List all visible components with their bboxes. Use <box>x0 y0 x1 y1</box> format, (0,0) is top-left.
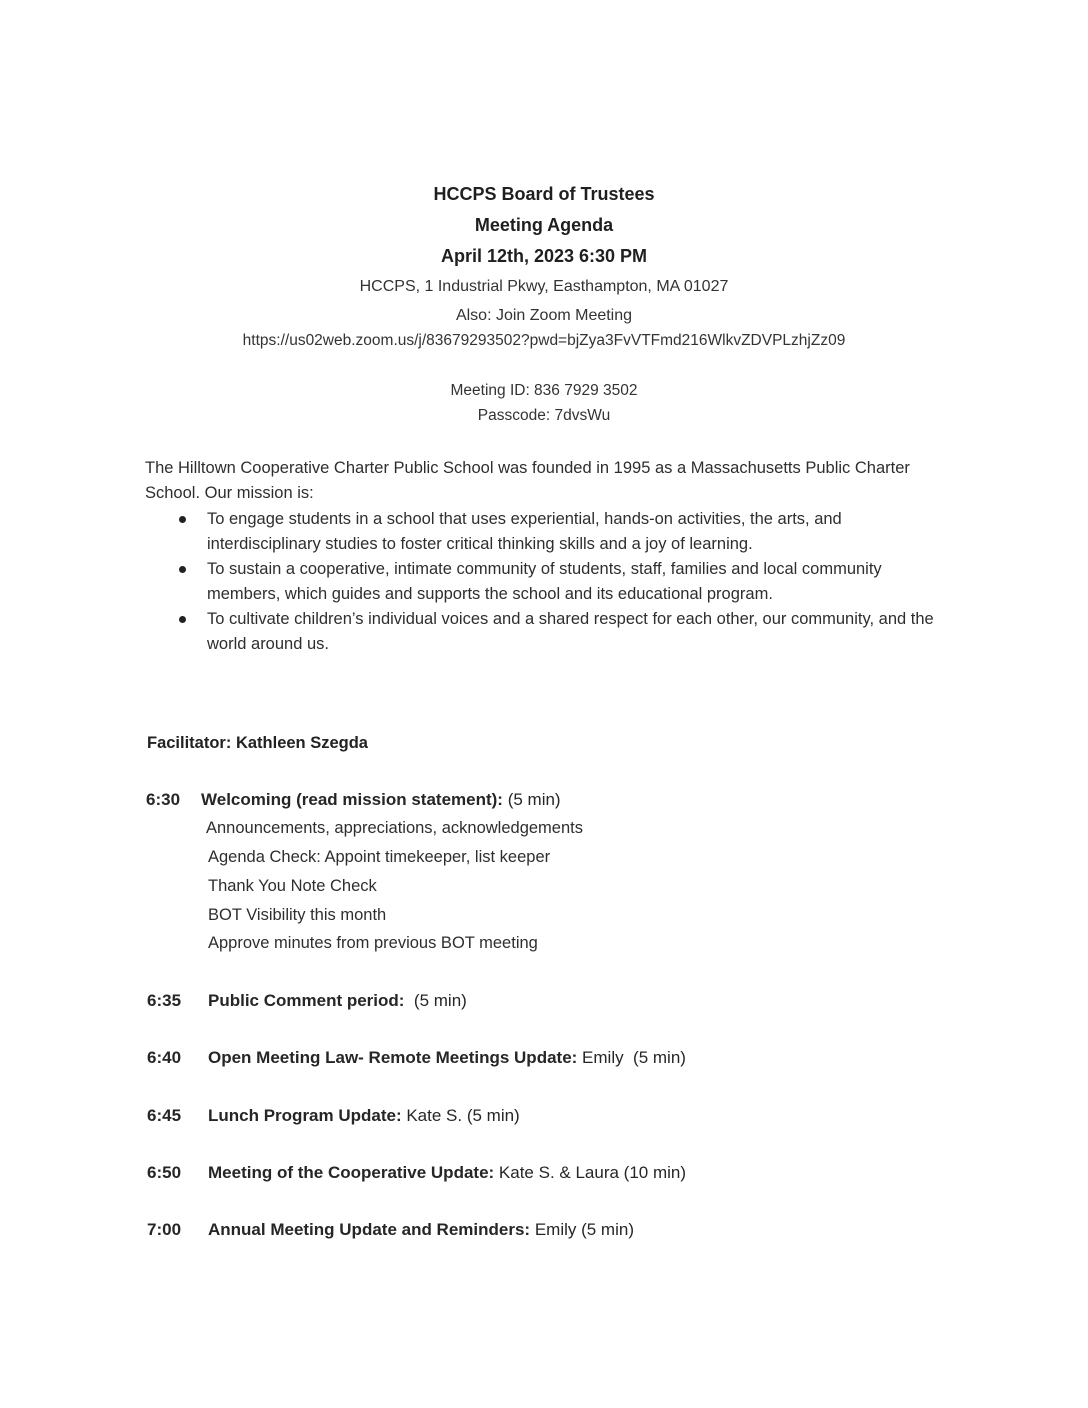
meeting-passcode: Passcode: 7dvsWu <box>477 407 611 424</box>
agenda-heading: Public Comment period: <box>208 991 405 1010</box>
bullet-icon <box>179 516 186 523</box>
agenda-time: 6:40 <box>147 1048 182 1067</box>
agenda-detail: Emily (5 min) <box>530 1220 634 1239</box>
facilitator-name: Kathleen Szegda <box>235 734 368 752</box>
agenda-heading: Open Meeting Law- Remote Meetings Update: <box>208 1048 578 1067</box>
agenda-time: 6:30 <box>146 790 181 809</box>
facilitator <box>147 734 368 753</box>
mission-item <box>175 507 935 557</box>
agenda-title <box>201 790 561 810</box>
agenda-subitem: Agenda Check: Appoint timekeeper, list keeper <box>208 848 551 866</box>
agenda-detail: Emily (5 min) <box>577 1048 686 1067</box>
mission-text: To sustain a cooperative, intimate community of students, staff, families and local community members, which guides and supports the school and its educational program. <box>207 560 882 603</box>
document-title: Meeting Agenda <box>474 215 614 235</box>
zoom-link[interactable]: https://us02web.zoom.us/j/83679293502?pwd=bjZya3FvVTFmd216WlkvZDVPLzhjZz09 <box>242 332 846 349</box>
agenda-subitem: Announcements, appreciations, acknowledgements <box>206 819 583 837</box>
agenda-time: 6:35 <box>147 991 182 1010</box>
school-intro: The Hilltown Cooperative Charter Public School was founded in 1995 as a Massachusetts Public Charter School. Our mission is: <box>145 459 910 502</box>
agenda-detail: (5 min) <box>502 790 561 809</box>
mission-text: To engage students in a school that uses experiential, hands-on activities, the arts, and interdisciplinary studies to foster critical thinking skills and a joy of learning. <box>207 510 842 553</box>
zoom-label: Also: Join Zoom Meeting <box>455 307 633 324</box>
facilitator-label: Facilitator: <box>147 734 232 752</box>
meeting-address: HCCPS, 1 Industrial Pkwy, Easthampton, MA 01027 <box>359 278 729 295</box>
agenda-heading: Welcoming (read mission statement): <box>201 790 503 809</box>
agenda-subitem: Approve minutes from previous BOT meeting <box>208 934 538 952</box>
bullet-icon <box>179 566 186 573</box>
agenda-title <box>208 1220 634 1240</box>
agenda-detail: (5 min) <box>404 991 467 1010</box>
agenda-title <box>208 1048 686 1068</box>
agenda-time: 7:00 <box>147 1220 182 1239</box>
agenda-title <box>208 1106 520 1126</box>
agenda-title <box>208 1163 686 1183</box>
mission-list <box>175 507 935 657</box>
agenda-heading: Meeting of the Cooperative Update: <box>208 1163 495 1182</box>
agenda-detail: Kate S. (5 min) <box>401 1106 520 1125</box>
board-name: HCCPS Board of Trustees <box>433 184 655 204</box>
agenda-heading: Lunch Program Update: <box>208 1106 402 1125</box>
agenda-detail: Kate S. & Laura (10 min) <box>494 1163 687 1182</box>
agenda-time: 6:50 <box>147 1163 182 1182</box>
bullet-icon <box>179 616 186 623</box>
mission-item <box>175 607 935 657</box>
agenda-subitem: BOT Visibility this month <box>208 906 387 924</box>
meeting-datetime: April 12th, 2023 6:30 PM <box>440 246 648 266</box>
agenda-heading: Annual Meeting Update and Reminders: <box>208 1220 531 1239</box>
meeting-id: Meeting ID: 836 7929 3502 <box>450 382 638 399</box>
agenda-time: 6:45 <box>147 1106 182 1125</box>
agenda-title <box>208 991 467 1011</box>
mission-item <box>175 557 935 607</box>
agenda-subitem: Thank You Note Check <box>208 877 377 895</box>
mission-text: To cultivate children’s individual voices and a shared respect for each other, our community, and the world around us. <box>207 610 934 653</box>
